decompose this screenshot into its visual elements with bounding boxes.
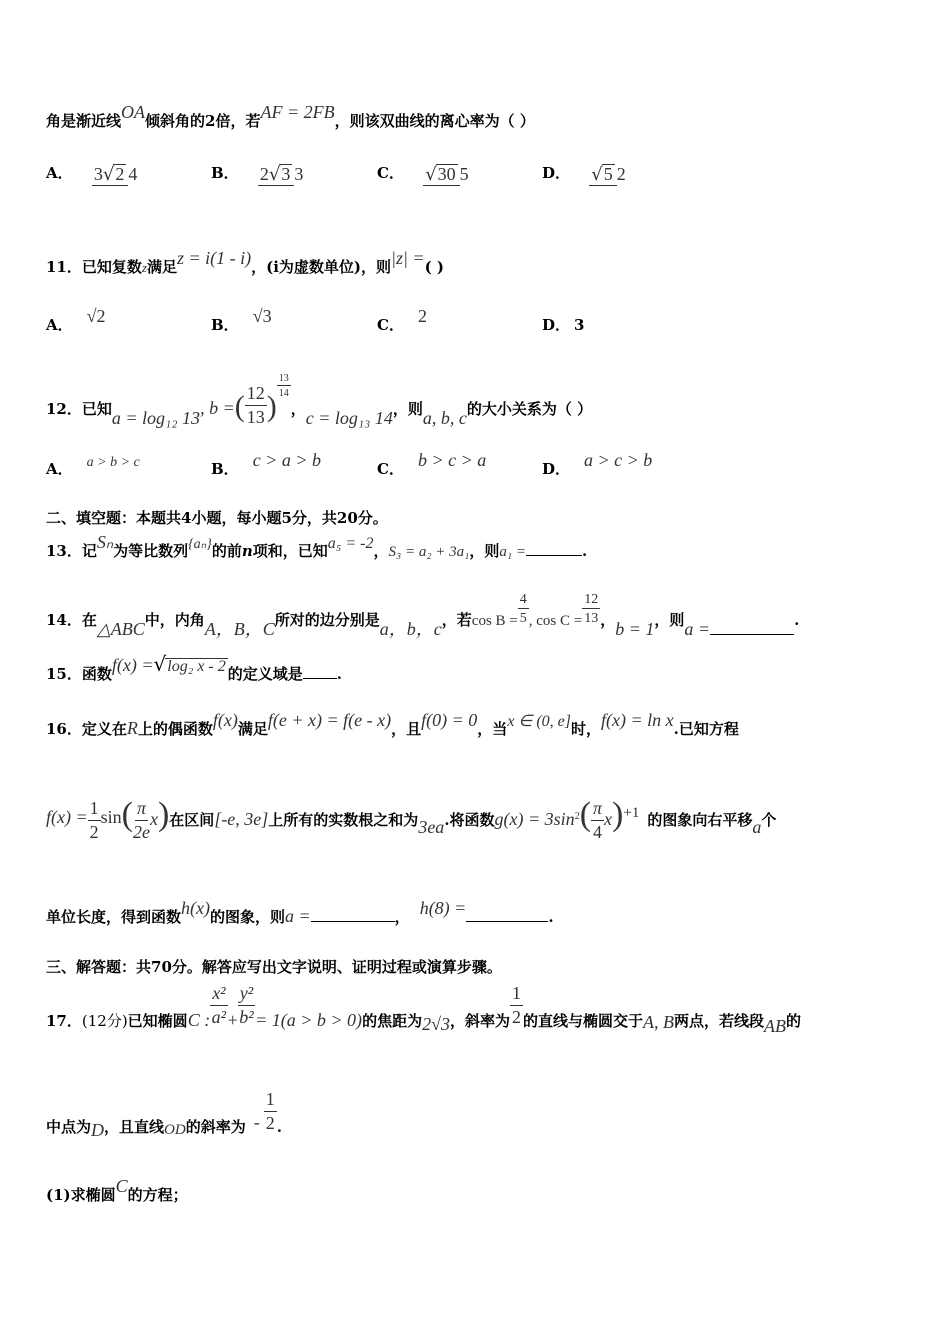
q16-hx: h(x) (181, 898, 210, 918)
q13-text-f: . (582, 542, 588, 560)
q17-text-e: 两点，若线段 (674, 1011, 765, 1030)
denominator: b² (239, 1006, 254, 1027)
denominator: 2 (511, 1006, 521, 1027)
q14-stem: 14．在△ABC中，内角A，B，C所对的边分别是a，b，c，若cos B = $\frac{4}{5}$ , cos C = $\frac{12}{13}$ ，b = 1，则a = . (46, 592, 800, 640)
q12-stem: 12．已知a = log₁₂ 13, b =( $\frac{12}{13}$ ) $\frac{13}{14}$ ，c = log₁₃ 14，则a, b, c的大小关系为（ ） (46, 373, 593, 428)
numerator: π (591, 799, 604, 821)
q16-text-o: ， (394, 908, 410, 926)
denominator: 2 (89, 822, 99, 842)
q13-text-a: 记 (81, 542, 97, 560)
denominator: 4 (128, 163, 138, 184)
q17-text-b: 的焦距为 (362, 1011, 423, 1030)
q16-stem-line2: f(x) = $\frac{1}{2}$ sin( $\frac{\pi}{2e}$ x)在区间[-e, 3e]上所有的实数根之和为3ea.将函数$g(x) = 3\sin^2$( $\frac{\pi}{4}$ x)+1 的图象向右平移a个 (46, 796, 777, 842)
question-number: 13． (46, 542, 82, 560)
q14-cosb-fraction (518, 592, 529, 627)
q17-stem-line2 (46, 1090, 282, 1144)
option-label: D． (542, 460, 571, 478)
numerator: x² (210, 984, 227, 1006)
q16-eq-left: f(x) = (46, 807, 88, 827)
option-value: c > a > b (252, 450, 321, 470)
q13-text-d: 项和，已知 (252, 542, 328, 560)
q16-text-a: 定义在 (81, 720, 127, 738)
q15-radicand: log₂ x - 2 (167, 658, 226, 675)
q15-answer-blank[interactable] (303, 664, 337, 679)
option-fraction: √30 5 (425, 163, 469, 185)
q12-vars: a, b, c (422, 408, 467, 428)
denominator: 2e (132, 822, 150, 842)
q14-text-f: . (794, 611, 800, 630)
option-label: C． (377, 460, 404, 478)
q17-points: A, B (643, 1011, 674, 1032)
q15-text-a: 函数 (81, 665, 112, 683)
q16-half (88, 799, 101, 843)
q14-b-eq: b = 1 (615, 619, 655, 640)
option-label: D． (542, 164, 571, 182)
q13-a5: a₅ = -2 (327, 535, 374, 552)
q17-text-j: . (276, 1117, 282, 1136)
q12-c-def: c = log₁₃ 14 (305, 408, 393, 428)
option-label: C． (377, 316, 404, 334)
numerator: y² (238, 984, 255, 1006)
q12-b-label: , b = (200, 398, 235, 418)
q17-od-slope (264, 1090, 277, 1134)
q16-fln: f(x) = ln x (601, 710, 674, 730)
numerator: 13 (278, 373, 289, 384)
q14-cosc: , cos C = (528, 613, 583, 630)
q14-cosb: cos B = (471, 613, 518, 630)
denominator: 5 (519, 611, 527, 627)
section-heading-solutions: 三、解答题：共70分。解答应写出文字说明、证明过程或演算步骤。 (46, 958, 502, 976)
q10-option-c[interactable] (377, 162, 469, 185)
q13-stem: 13．记Sₙ为等比数列{aₙ}的前n项和，已知a₅ = -2，S₃ = a₂ + 3a₁，则a₁ = . (46, 532, 588, 560)
q17-part1 (46, 1176, 188, 1205)
q15-stem: 15．函数f(x) =√log₂ x - 2 的定义域是 . (46, 652, 342, 683)
question-number: 12． (46, 400, 82, 418)
q10-option-a[interactable] (46, 162, 137, 185)
q17-part1-text-b: 的方程； (127, 1186, 188, 1204)
q11-option-d[interactable] (542, 314, 584, 335)
option-value: √3 (252, 306, 272, 326)
q11-text-b: 满足 (146, 258, 177, 276)
radicand: 3 (281, 163, 291, 184)
option-label: B． (211, 164, 239, 182)
coef: 3 (93, 163, 103, 184)
option-value: a > c > b (584, 450, 653, 470)
q12-b-exponent (277, 373, 291, 399)
q16-text-h: 在区间 (169, 811, 215, 829)
q17-y-term (238, 984, 255, 1028)
q14-text-c: 所对的边分别是 (274, 611, 380, 630)
q17-text-a: 已知椭圆 (127, 1011, 188, 1030)
question-number: 11． (46, 258, 82, 276)
q16-stem-line3 (46, 898, 554, 927)
radicand: 30 (437, 163, 456, 184)
option-label: C． (377, 164, 404, 182)
option-label: A． (46, 164, 73, 182)
q13-answer-blank[interactable] (526, 541, 582, 556)
q16-text-j: .将函数 (444, 811, 495, 829)
q16-text-k: 的图象向右平移 (647, 811, 753, 829)
q11-stem (46, 248, 444, 277)
denominator: 5 (459, 163, 469, 184)
q17-plus: + (227, 1009, 238, 1030)
q15-f: f(x) = (111, 655, 154, 675)
q16-x2: x (604, 809, 613, 829)
q16-text-i: 上所有的实数根之和为 (268, 811, 419, 829)
q14-a-eq: a = (684, 619, 711, 640)
option-value: b > c > a (417, 450, 487, 470)
q16-r: R (126, 718, 138, 738)
q12-text-b: ，则 (392, 400, 423, 418)
denominator: 4 (593, 822, 603, 842)
q17-neg: - (253, 1111, 260, 1132)
q13-a1: a₁ = (499, 544, 526, 560)
q16-text-m: 单位长度，得到函数 (46, 908, 182, 926)
q16-text-f: 时， (571, 720, 602, 738)
q14-text-d: ，若 (441, 611, 472, 630)
q12-text-a: 已知 (81, 400, 112, 418)
q14-text-b: 中，内角 (144, 611, 205, 630)
q14-triangle: △ABC (96, 619, 145, 640)
q16-text-g: .已知方程 (673, 720, 739, 738)
q13-text-e: ，则 (469, 542, 500, 560)
section-heading-fill-blank: 二、填空题：本题共4小题，每小题5分，共20分。 (46, 509, 388, 527)
q17-text-d: 的直线与椭圆交于 (522, 1011, 643, 1030)
numerator: 1 (264, 1090, 277, 1112)
q11-abs: |z| = (391, 248, 425, 268)
q16-text-c: 满足 (237, 720, 268, 738)
q12-option-b[interactable] (211, 450, 321, 479)
q16-stem-line1 (46, 710, 739, 739)
q12-option-d[interactable] (542, 450, 653, 479)
option-value: √2 (86, 306, 106, 326)
q11-equation: z = i(1 - i) (176, 248, 252, 268)
q16-text-n: 的图象，则 (210, 908, 286, 926)
q10-text-b: 倾斜角的2倍，若 (145, 112, 261, 130)
denominator: 3 (294, 163, 304, 184)
q11-var-z: z (141, 260, 147, 275)
q10-option-d[interactable] (542, 162, 626, 185)
q16-sin: sin (100, 807, 122, 827)
q13-s3: S₃ = a₂ + 3a₁ (388, 544, 470, 560)
numerator: 1 (510, 984, 523, 1006)
q17-x-term (210, 984, 227, 1028)
question-number: 15． (46, 665, 82, 683)
q13-an: {aₙ} (188, 537, 212, 552)
q17-score: (12分) (81, 1011, 128, 1030)
q16-answer-blank-h8[interactable] (466, 907, 548, 922)
q16-square: 2 (574, 811, 580, 822)
q15-text-b: 的定义域是 (227, 665, 303, 683)
numerator: 1 (88, 799, 101, 821)
q17-text-f: 的 (786, 1011, 802, 1030)
option-label: B． (211, 460, 239, 478)
q14-answer-blank[interactable] (710, 620, 794, 635)
q17-condition: = 1(a > b > 0) (255, 1009, 363, 1030)
q10-text-a: 角是渐近线 (46, 112, 122, 130)
q16-a: a (752, 817, 762, 837)
q16-pi-2e (133, 799, 150, 843)
denominator: 13 (246, 407, 265, 427)
q17-text-g: 中点为 (46, 1117, 92, 1136)
q10-math-oa: OA (121, 102, 146, 122)
q13-text-b: 为等比数列 (113, 542, 189, 560)
radicand: 2 (115, 163, 125, 184)
q12-text-c: 的大小关系为（ ） (466, 400, 593, 418)
option-value: 3 (574, 316, 585, 334)
q16-f0: f(0) = 0 (421, 710, 478, 730)
q13-n: n (241, 542, 253, 560)
question-number: 17． (46, 1011, 82, 1030)
option-fraction: √5 2 (591, 163, 626, 185)
q17-slope (510, 984, 523, 1028)
q17-d: D (91, 1119, 105, 1140)
option-fraction: 3√2 4 (93, 163, 138, 185)
q16-pi-4 (591, 799, 604, 843)
q16-text-p: . (548, 908, 554, 926)
denominator: 2 (265, 1112, 275, 1133)
numerator: π (135, 799, 148, 821)
q12-a-def: a = log₁₂ 13 (111, 408, 201, 428)
q13-sn: Sₙ (96, 532, 114, 552)
denominator: 2 (616, 163, 626, 184)
option-label: B． (211, 316, 239, 334)
numerator: 4 (518, 592, 529, 609)
q16-interval: [-e, 3e] (214, 809, 269, 829)
q12-option-c[interactable] (377, 450, 487, 479)
q16-plus1: +1 (623, 805, 640, 821)
q12-option-a[interactable] (46, 455, 140, 479)
q17-c-label: C : (187, 1009, 211, 1030)
q11-option-a[interactable] (46, 306, 106, 335)
q15-text-c: . (336, 665, 342, 683)
option-value: 2 (417, 306, 427, 326)
q14-sides: a，b，c (379, 619, 442, 640)
q17-part1-text-a: (1)求椭圆 (46, 1186, 116, 1204)
denominator: 13 (584, 611, 599, 627)
q11-text-a: 已知复数 (81, 258, 142, 276)
q14-cosc-fraction (582, 592, 600, 627)
q17-od: OD (164, 1121, 186, 1138)
q16-text-b: 上的偶函数 (137, 720, 213, 738)
q17-text-h: ，且直线 (104, 1117, 165, 1136)
q16-text-e: ，当 (477, 720, 508, 738)
numerator: 12 (582, 592, 600, 609)
q16-fx: f(x) (212, 710, 238, 730)
q10-math-af: AF = 2FB (260, 102, 335, 122)
q14-text-a: 在 (81, 611, 97, 630)
radicand: 5 (603, 163, 613, 184)
numerator: 12 (245, 384, 267, 406)
q10-stem (46, 102, 535, 131)
option-value: a > b > c (86, 455, 140, 470)
q13-text-c: 的前 (211, 542, 242, 560)
q16-sum: 3ea (418, 817, 445, 837)
q11-option-c[interactable] (377, 306, 427, 335)
q17-stem-line1 (46, 984, 801, 1040)
q16-answer-blank-a[interactable] (311, 907, 395, 922)
option-label: A． (46, 316, 73, 334)
q14-text-e: ，则 (654, 611, 685, 630)
q17-text-c: ，斜率为 (449, 1011, 510, 1030)
q10-text-c: ，则该双曲线的离心率为（ ） (334, 112, 535, 130)
q16-a-eq: a = (285, 906, 311, 926)
q12-b-fraction (245, 384, 267, 428)
q14-angles: A，B，C (204, 619, 275, 640)
q16-x: x (149, 809, 158, 829)
option-label: D． (542, 316, 571, 334)
q16-g-left: g(x) = 3sin (494, 809, 575, 829)
option-fraction: 2√3 3 (259, 163, 304, 185)
q17-focal: 2√3 (422, 1013, 450, 1034)
q16-symmetry: f(e + x) = f(e - x) (267, 710, 392, 730)
q16-h8: h(8) = (419, 898, 467, 918)
q16-domain: x ∈ (0, e] (507, 713, 572, 730)
q17-text-i: 的斜率为 (185, 1117, 246, 1136)
q11-text-c: ，(i为虚数单位)，则 (251, 258, 392, 276)
option-label: A． (46, 460, 73, 478)
denominator: 14 (278, 388, 289, 399)
q16-text-d: ，且 (391, 720, 422, 738)
question-number: 14． (46, 611, 82, 630)
question-number: 16． (46, 720, 82, 738)
q11-text-d: ( ) (424, 258, 444, 276)
q10-option-b[interactable] (211, 162, 303, 185)
q16-text-l: 个 (761, 811, 777, 829)
coef: 2 (259, 163, 269, 184)
q11-option-b[interactable] (211, 306, 272, 335)
q17-ab: AB (764, 1015, 787, 1036)
q17-part1-c: C (115, 1176, 128, 1196)
denominator: a² (211, 1006, 227, 1027)
